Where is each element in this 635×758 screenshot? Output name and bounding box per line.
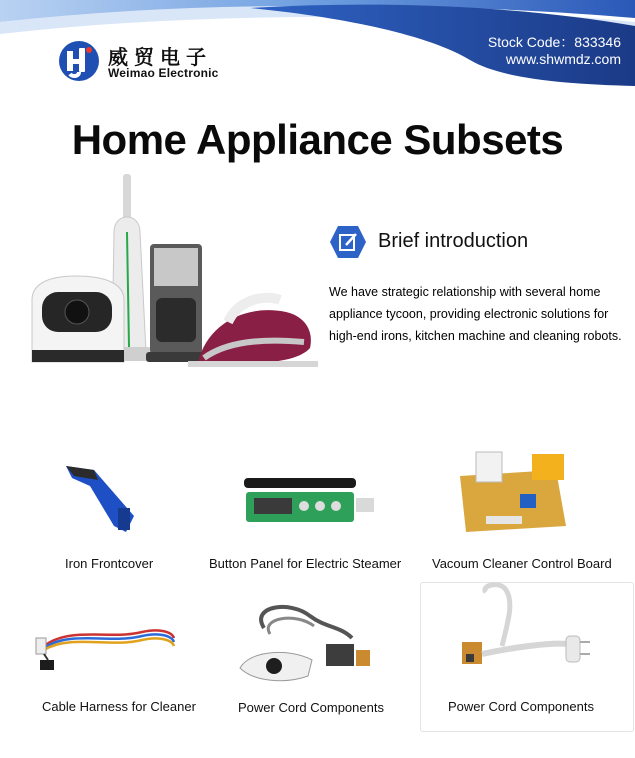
stock-info [488, 34, 621, 68]
brand-chinese-name: 威贸电子 [108, 45, 212, 69]
header-banner [0, 0, 635, 100]
product-button-panel [206, 470, 406, 575]
product-label: Iron Frontcover [65, 556, 154, 571]
product-label: Button Panel for Electric Steamer [209, 556, 402, 571]
edit-document-icon [329, 224, 367, 260]
product-iron-frontcover [30, 460, 190, 575]
button-panel-image [206, 470, 406, 540]
iron-power-cord-image [230, 598, 400, 694]
product-cable-harness [30, 620, 205, 720]
iron-frontcover-image [30, 460, 190, 540]
intro-heading: Brief introduction [378, 230, 529, 252]
appliances-hero-image [28, 172, 328, 382]
weimao-logo-icon [58, 40, 100, 82]
product-white-power-cord [440, 582, 620, 720]
website-url: www.shwmdz.com [505, 51, 621, 67]
brand-english-name: Weimao Electronic [108, 66, 219, 80]
product-label: Power Cord Components [448, 699, 594, 714]
product-label: Power Cord Components [238, 700, 384, 715]
control-board-image [428, 446, 628, 536]
product-control-board [428, 446, 628, 575]
cable-harness-image [30, 620, 205, 680]
stock-code: Stock Code：833346 [487, 34, 621, 50]
product-iron-power-cord [230, 598, 400, 720]
product-label: Vacoum Cleaner Control Board [432, 556, 612, 571]
intro-text: We have strategic relationship with several home appliance tycoon, providing electronic solutions for high-end irons, kitchen machine and cleaning robots. [329, 285, 622, 343]
product-label: Cable Harness for Cleaner [42, 699, 196, 714]
white-power-cord-image [440, 582, 620, 682]
page-title: Home Appliance Subsets [71, 116, 564, 163]
